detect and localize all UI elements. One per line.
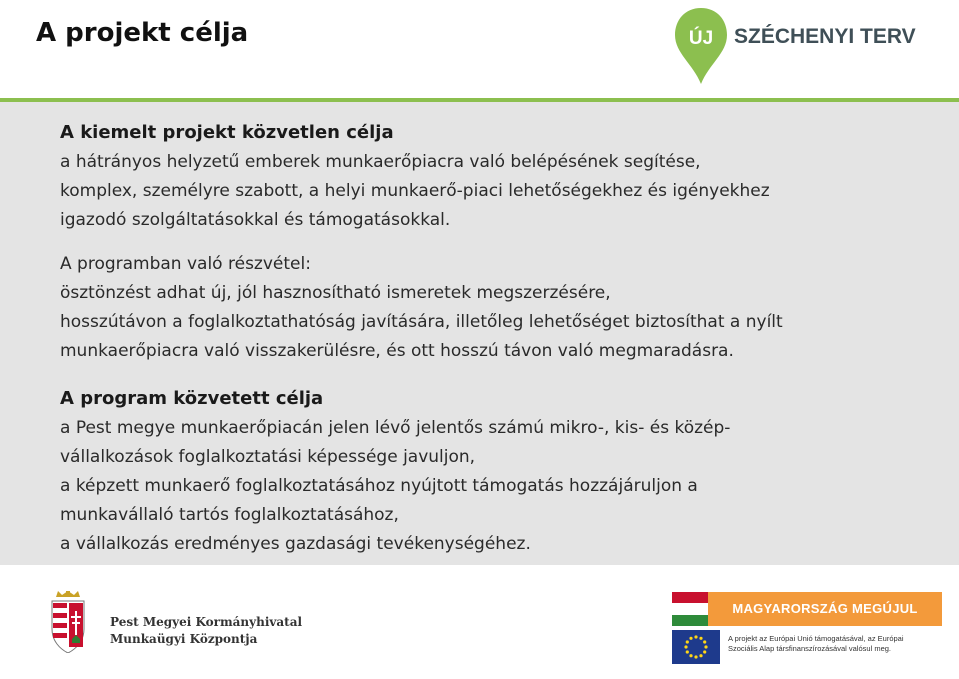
text-line: hosszútávon a foglalkoztathatóság javítására, illetőleg lehetőséget biztosíthat a nyílt [60, 312, 783, 332]
szechenyi-terv-logo [672, 6, 942, 88]
text-line: a Pest megye munkaerőpiacán jelen lévő jelentős számú mikro-, kis- és közép- [60, 418, 731, 438]
magyarorszag-megujul-logo [672, 592, 942, 626]
office-name [110, 614, 302, 648]
footer [0, 565, 959, 679]
text-line: vállalkozások foglalkoztatási képessége javuljon, [60, 447, 476, 467]
eu-funding-text [728, 634, 942, 654]
text-line: a hátrányos helyzetű emberek munkaerőpiacra való belépésének segítése, [60, 152, 701, 172]
participation-section [60, 250, 940, 366]
text-line: a vállalkozás eredményes gazdasági tevékenységéhez. [60, 534, 531, 554]
direct-goal-section [60, 118, 940, 235]
direct-goal-text [60, 148, 940, 235]
eu-text-line: Szociális Alap társfinanszírozásával valósul meg. [728, 644, 891, 653]
eu-text-line: A projekt az Európai Unió támogatásával, az Európai [728, 634, 904, 643]
indirect-goal-section [60, 384, 940, 559]
text-line: komplex, személyre szabott, a helyi munkaerő-piaci lehetőségekhez és igényekhez [60, 181, 770, 201]
page-title: A projekt célja [36, 18, 249, 48]
indirect-goal-heading: A program közvetett célja [60, 388, 324, 409]
hungarian-flag-icon [672, 592, 708, 626]
brand-name: SZÉCHENYI TERV [734, 25, 916, 48]
text-line: munkaerőpiacra való visszakerülésre, és ott hosszú távon való megmaradásra. [60, 341, 734, 361]
header [0, 0, 959, 98]
coat-of-arms-icon [48, 591, 88, 653]
indirect-goal-text [60, 414, 940, 559]
participation-text [60, 250, 940, 366]
text-line: munkavállaló tartós foglalkoztatásához, [60, 505, 399, 525]
eu-funding-notice [672, 628, 942, 666]
brand-prefix: ÚJ [688, 28, 714, 49]
content-panel [0, 102, 959, 565]
direct-goal-heading: A kiemelt projekt közvetlen célja [60, 122, 394, 143]
participation-intro: A programban való részvétel: [60, 254, 311, 274]
megujul-banner: MAGYARORSZÁG MEGÚJUL [708, 592, 942, 626]
office-line: Pest Megyei Kormányhivatal [110, 615, 303, 629]
map-pin-icon [672, 6, 730, 88]
text-line: a képzett munkaerő foglalkoztatásához nyújtott támogatás hozzájáruljon a [60, 476, 698, 496]
office-line: Munkaügyi Központja [110, 632, 258, 646]
text-line: ösztönzést adhat új, jól hasznosítható ismeretek megszerzésére, [60, 283, 611, 303]
eu-flag-icon [672, 630, 720, 664]
text-line: igazodó szolgáltatásokkal és támogatásokkal. [60, 210, 451, 230]
